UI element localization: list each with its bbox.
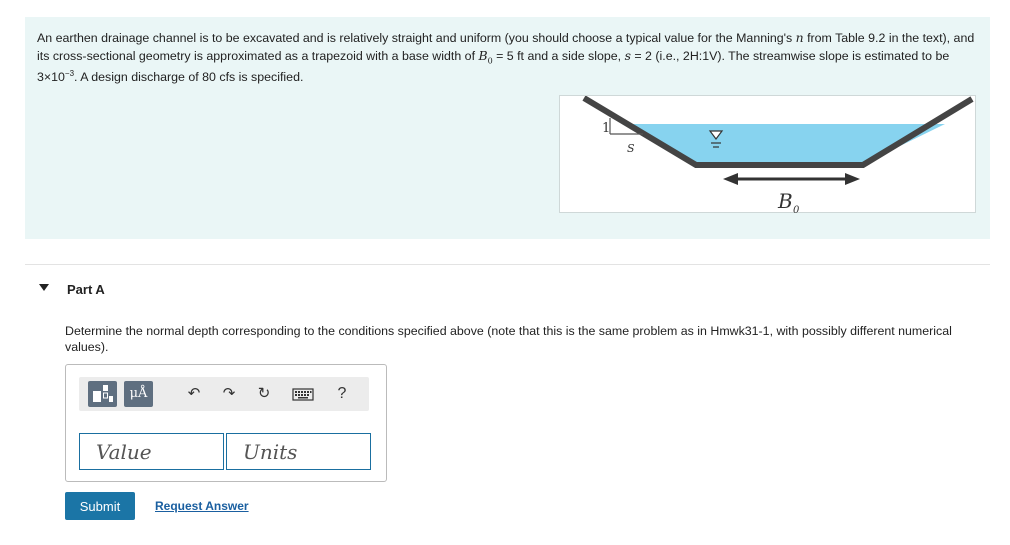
base-width-label-subscript: 0 xyxy=(793,205,800,214)
slope-rise-label: 1 xyxy=(602,121,611,136)
question-text: Determine the normal depth corresponding to the conditions specified above (note that this is the same problem as in Hmwk31-1, with possibly different numerical values). xyxy=(65,324,952,354)
base-width-subscript: 0 xyxy=(487,56,493,66)
problem-text-2: from Table 9.2 in the text), and its cross-sectional geometry is approximated as a trapezoid with a base width of xyxy=(37,31,975,63)
undo-icon[interactable]: ↶ xyxy=(187,385,201,402)
redo-icon[interactable]: ↷ xyxy=(222,385,236,402)
base-width-arrow xyxy=(723,173,860,185)
base-width-symbol: B xyxy=(478,48,488,63)
reset-icon[interactable]: ↻ xyxy=(257,385,271,402)
math-toolbar xyxy=(79,377,369,411)
problem-text xyxy=(37,29,977,86)
channel-diagram xyxy=(560,96,977,214)
value-input[interactable] xyxy=(79,433,224,470)
templates-icon xyxy=(88,381,117,407)
manning-n-symbol: n xyxy=(795,30,804,45)
help-icon[interactable]: ? xyxy=(337,385,347,402)
side-slope-and-streamwise: = 2 (i.e., 2H:1V). The streamwise slope is estimated to be 3×10 xyxy=(37,49,950,85)
request-answer-link[interactable]: Request Answer xyxy=(155,499,249,513)
part-header[interactable] xyxy=(25,265,990,311)
problem-statement xyxy=(25,17,990,239)
channel-cross-section-figure xyxy=(559,95,976,213)
units-input[interactable] xyxy=(226,433,371,470)
answer-input-panel xyxy=(65,364,387,482)
collapse-caret-icon[interactable] xyxy=(38,283,50,293)
problem-text-3: . A design discharge of 80 cfs is specified. xyxy=(74,70,304,85)
problem-text-1: An earthen drainage channel is to be excavated and is relatively straight and uniform (you should choose a typical value for the Manning's xyxy=(37,31,796,45)
base-width-label: B xyxy=(778,189,793,213)
templates-button[interactable] xyxy=(88,381,117,407)
slope-exponent: −3 xyxy=(64,69,75,79)
units-button[interactable]: μÅ xyxy=(124,381,153,407)
base-width-value: = 5 ft and a side slope, xyxy=(492,49,625,63)
keyboard-icon[interactable] xyxy=(291,381,315,407)
submit-button[interactable]: Submit xyxy=(65,492,135,520)
slope-run-label: S xyxy=(627,142,635,155)
side-slope-symbol: s xyxy=(624,48,631,63)
part-title: Part A xyxy=(67,282,105,297)
